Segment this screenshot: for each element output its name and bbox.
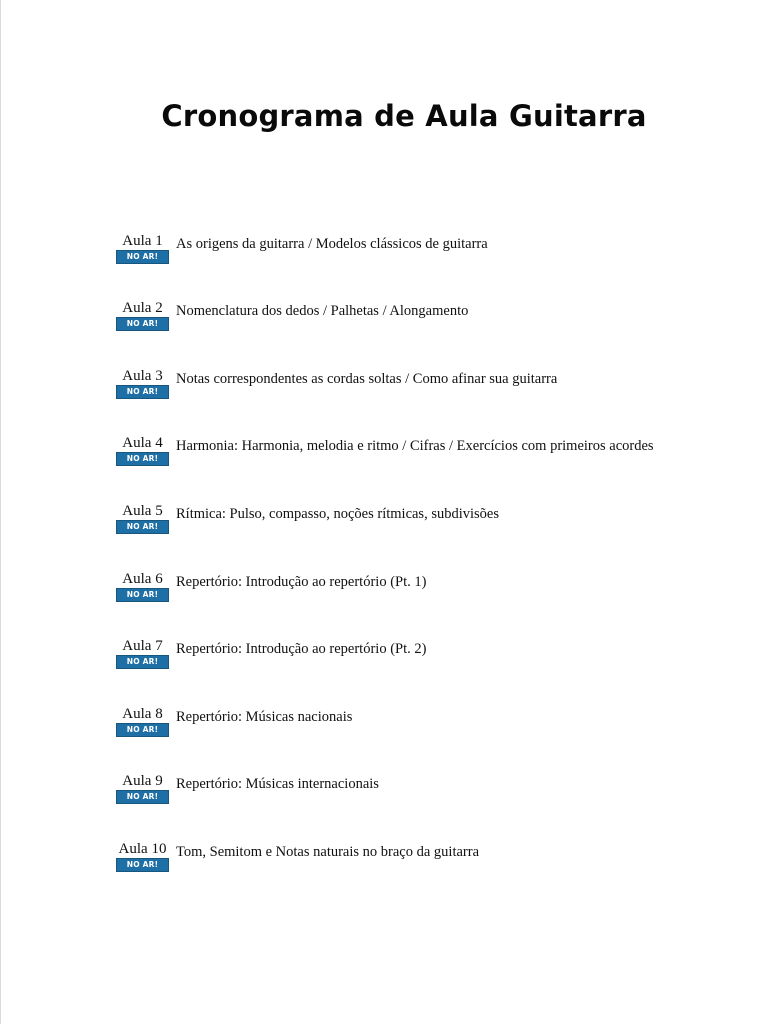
lesson-description: As origens da guitarra / Modelos clássicos de guitarra [176,236,488,252]
lesson-item [115,842,675,894]
page-edge [0,0,1,1024]
lesson-label: Aula 10 [118,841,167,857]
lesson-description: Harmonia: Harmonia, melodia e ritmo / Cifras / Exercícios com primeiros acordes [176,438,654,454]
lesson-item [115,639,675,691]
lesson-tag [115,639,170,669]
lesson-tag [115,707,170,737]
lesson-label: Aula 2 [122,300,163,316]
lesson-tag [115,842,170,872]
lesson-tag [115,504,170,534]
lesson-tag [115,436,170,466]
document-title: Cronograma de Aula Guitarra [161,99,647,133]
lesson-item [115,436,675,488]
lesson-description: Repertório: Músicas nacionais [176,709,353,725]
lesson-label: Aula 8 [122,706,163,722]
lesson-description: Repertório: Introdução ao repertório (Pt. 1) [176,574,427,590]
lesson-item [115,774,675,826]
on-air-badge[interactable]: NO AR! [116,790,169,804]
lesson-item [115,301,675,353]
lesson-label: Aula 1 [122,233,163,249]
lesson-item [115,369,675,421]
lesson-description: Nomenclatura dos dedos / Palhetas / Alongamento [176,303,469,319]
lesson-label: Aula 7 [122,638,163,654]
on-air-badge[interactable]: NO AR! [116,385,169,399]
lesson-description: Notas correspondentes as cordas soltas / Como afinar sua guitarra [176,371,558,387]
on-air-badge[interactable]: NO AR! [116,317,169,331]
lesson-description: Repertório: Músicas internacionais [176,776,379,792]
on-air-badge[interactable]: NO AR! [116,655,169,669]
lesson-item [115,707,675,759]
lesson-item [115,234,675,286]
lesson-label: Aula 5 [122,503,163,519]
lesson-description: Repertório: Introdução ao repertório (Pt. 2) [176,641,427,657]
on-air-badge[interactable]: NO AR! [116,250,169,264]
lesson-tag [115,234,170,264]
on-air-badge[interactable]: NO AR! [116,520,169,534]
lesson-description: Rítmica: Pulso, compasso, noções rítmicas, subdivisões [176,506,500,522]
lesson-tag [115,572,170,602]
lesson-label: Aula 3 [122,368,163,384]
on-air-badge[interactable]: NO AR! [116,588,169,602]
lesson-label: Aula 4 [122,435,163,451]
lesson-description: Tom, Semitom e Notas naturais no braço da guitarra [176,844,479,860]
lesson-tag [115,301,170,331]
on-air-badge[interactable]: NO AR! [116,723,169,737]
lesson-tag [115,369,170,399]
lesson-label: Aula 6 [122,571,163,587]
lesson-item [115,504,675,556]
on-air-badge[interactable]: NO AR! [116,858,169,872]
on-air-badge[interactable]: NO AR! [116,452,169,466]
lesson-tag [115,774,170,804]
lesson-label: Aula 9 [122,773,163,789]
lesson-item [115,572,675,624]
